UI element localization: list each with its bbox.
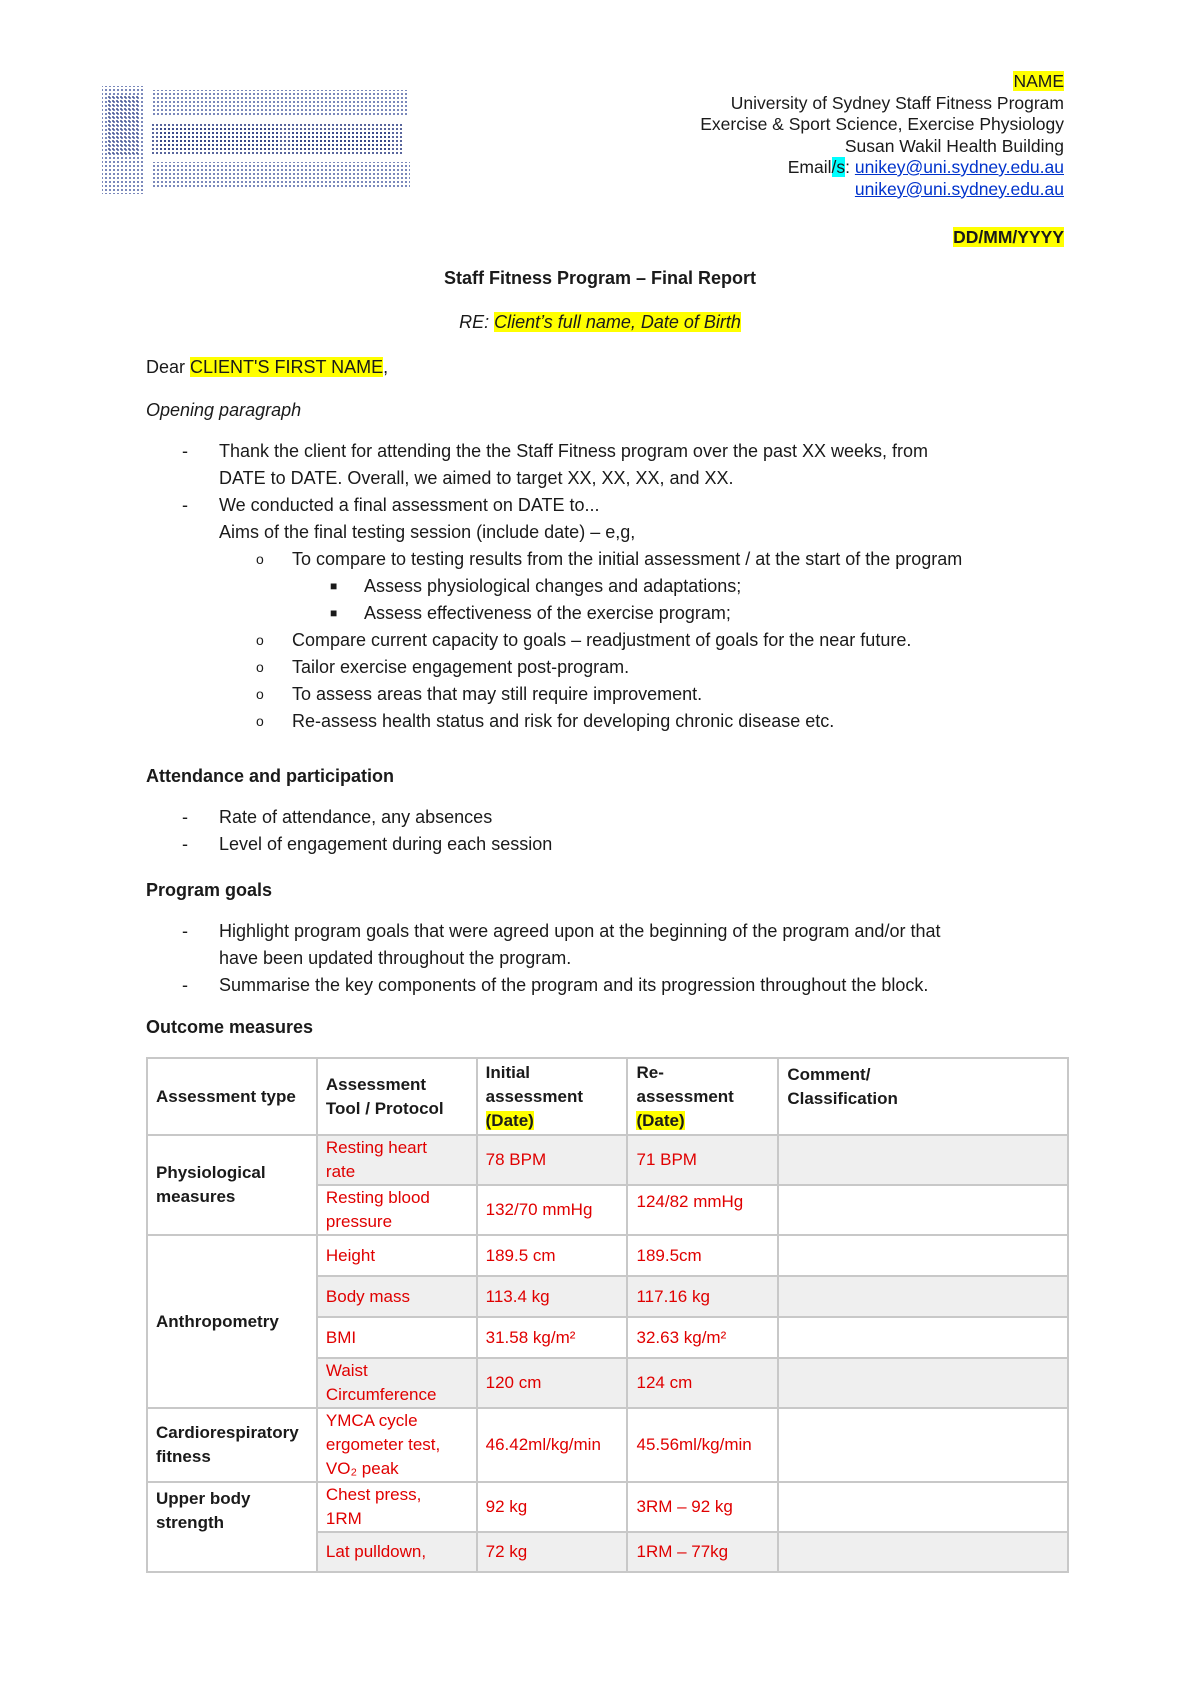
tool-text: pressure [325,1212,393,1231]
tool-cell: Height [317,1235,477,1276]
tool-text: Resting blood [325,1188,430,1207]
list-item [146,708,1076,735]
letter-date: DD/MM/YYYY [953,227,1064,247]
reassessment-value: 189.5cm [627,1235,778,1276]
tool-text: YMCA cycle [325,1411,418,1430]
program-goals-list [146,918,1076,999]
sender-block [700,71,1064,200]
reassessment-value: 3RM – 92 kg [627,1482,778,1532]
list-item-text: Assess physiological changes and adaptations; [364,576,742,596]
list-item-text: Summarise the key components of the program and its progression throughout the block. [219,975,929,995]
group-upper-body-strength [147,1482,317,1572]
document-title: Staff Fitness Program – Final Report [443,268,757,288]
table-row [147,1482,1068,1532]
initial-value: 92 kg [477,1482,628,1532]
reassessment-value: 1RM – 77kg [627,1532,778,1572]
circle-bullet: o [256,659,264,675]
comment-cell [778,1135,1068,1185]
list-item [146,654,1076,681]
list-item-text: Highlight program goals that were agreed upon at the beginning of the program and/or that [219,921,941,941]
list-item [146,918,1076,972]
email-link-2[interactable]: unikey@uni.sydney.edu.au [854,178,1064,199]
header-text: assessment [485,1086,583,1106]
header-initial-assessment [477,1058,628,1135]
tool-cell: BMI [317,1317,477,1358]
email-link-1[interactable]: unikey@uni.sydney.edu.au [854,157,1064,177]
header-text: Initial [485,1062,531,1082]
list-item-text: Rate of attendance, any absences [219,807,493,827]
list-item-text: Compare current capacity to goals – readjustment of goals for the near future. [292,630,912,650]
salutation-prefix: Dear [146,357,191,377]
list-item [146,492,1076,546]
list-item-text: have been updated throughout the program. [219,948,572,968]
tool-text: Chest press, [325,1485,422,1504]
attendance-list [146,804,1076,858]
square-bullet: ■ [330,579,338,593]
header-text: Re- [636,1062,664,1082]
circle-bullet: o [256,632,264,648]
reassessment-value: 124 cm [627,1358,778,1408]
initial-value: 189.5 cm [477,1235,628,1276]
group-label: fitness [156,1447,211,1466]
dash-bullet: - [182,807,188,827]
client-first-name: CLIENT'S FIRST NAME [190,357,384,377]
header-assessment-tool [317,1058,477,1135]
list-item-text: Aims of the final testing session (include date) – e,g, [219,522,636,542]
outcome-measures-heading: Outcome measures [146,1017,314,1037]
list-item-text: We conducted a final assessment on DATE to... [219,495,600,515]
tool-cell [317,1482,477,1532]
dash-bullet: - [182,921,188,941]
header-text: assessment [636,1086,734,1106]
initial-value: 46.42ml/kg/min [477,1408,628,1482]
group-label: Upper body [156,1489,251,1508]
sender-name: NAME [1013,71,1064,91]
tool-text: 1RM [325,1509,362,1528]
header-text: Tool / Protocol [325,1098,444,1118]
sender-program: University of Sydney Staff Fitness Program [730,92,1064,113]
tool-cell: Lat pulldown, [317,1532,477,1572]
list-item [146,972,1076,999]
list-item [146,438,1076,492]
circle-bullet: o [256,686,264,702]
list-item [146,804,1076,831]
initial-value: 120 cm [477,1358,628,1408]
list-item [146,831,1076,858]
email-label: Email [787,157,832,177]
sender-building: Susan Wakil Health Building [844,135,1064,156]
email-label-highlight: /s [831,157,846,177]
tool-text: VO₂ peak [325,1459,399,1478]
list-item-text: To assess areas that may still require improvement. [292,684,703,704]
group-label: measures [156,1187,236,1206]
header-date-placeholder: (Date) [485,1110,534,1130]
tool-cell [317,1135,477,1185]
comment-cell [778,1235,1068,1276]
re-line [0,312,1200,333]
dash-bullet: - [182,975,188,995]
group-label: Cardiorespiratory [156,1423,299,1442]
salutation [146,354,1066,380]
list-item-text: Assess effectiveness of the exercise program; [364,603,731,623]
opening-list [146,438,1076,735]
tool-cell [317,1408,477,1482]
header-text: Assessment type [156,1086,296,1106]
list-item-text: To compare to testing results from the initial assessment / at the start of the program [292,549,963,569]
table-row [147,1408,1068,1482]
header-text: Classification [787,1089,898,1108]
list-item-text: Level of engagement during each session [219,834,553,854]
list-item [146,627,1076,654]
dash-bullet: - [182,495,188,515]
list-item-text: Thank the client for attending the the Staff Fitness program over the past XX weeks, from [219,441,929,461]
header-comment [778,1058,1068,1135]
header-date-placeholder: (Date) [636,1110,685,1130]
comment-cell [778,1276,1068,1317]
initial-value: 113.4 kg [477,1276,628,1317]
header-assessment-type [147,1058,317,1135]
header-reassessment [627,1058,778,1135]
table-header-row [147,1058,1068,1135]
tool-text: rate [325,1162,356,1181]
list-item [146,600,1076,627]
tool-cell [317,1185,477,1235]
comment-cell [778,1317,1068,1358]
comment-cell [778,1185,1068,1235]
group-label: Physiological [156,1163,266,1182]
initial-value: 78 BPM [477,1135,628,1185]
attendance-heading: Attendance and participation [146,766,395,786]
tool-cell: Body mass [317,1276,477,1317]
sender-email-line [700,157,1064,179]
tool-cell [317,1358,477,1408]
reassessment-value: 32.63 kg/m² [627,1317,778,1358]
header-text: Comment/ [787,1065,871,1084]
circle-bullet: o [256,551,264,567]
list-item [146,546,1076,573]
reassessment-value: 124/82 mmHg [627,1185,778,1235]
initial-value: 132/70 mmHg [477,1185,628,1235]
salutation-suffix: , [383,357,389,377]
tool-text: ergometer test, [325,1435,441,1454]
reassessment-value: 117.16 kg [627,1276,778,1317]
re-value: Client’s full name, Date of Birth [494,312,741,332]
tool-text: Circumference [325,1385,437,1404]
group-cardiorespiratory [147,1408,317,1482]
tool-text: Resting heart [325,1138,428,1157]
group-anthropometry: Anthropometry [147,1235,317,1408]
reassessment-value: 45.56ml/kg/min [627,1408,778,1482]
university-logo [100,84,414,198]
group-physiological [147,1135,317,1235]
outcome-measures-table [146,1057,1069,1573]
list-item-text: Re-assess health status and risk for developing chronic disease etc. [292,711,835,731]
circle-bullet: o [256,713,264,729]
list-item-text: DATE to DATE. Overall, we aimed to target XX, XX, XX, and XX. [219,468,734,488]
header-text: Assessment [325,1074,427,1094]
comment-cell [778,1358,1068,1408]
table-row [147,1135,1068,1185]
list-item [146,573,1076,600]
re-prefix: RE: [459,312,495,332]
initial-value: 72 kg [477,1532,628,1572]
tool-text: Waist [325,1361,368,1380]
email-label-colon: : [845,157,851,177]
dash-bullet: - [182,441,188,461]
dash-bullet: - [182,834,188,854]
comment-cell [778,1482,1068,1532]
reassessment-value: 71 BPM [627,1135,778,1185]
comment-cell [778,1408,1068,1482]
list-item-text: Tailor exercise engagement post-program. [292,657,630,677]
list-item [146,681,1076,708]
comment-cell [778,1532,1068,1572]
square-bullet: ■ [330,606,338,620]
program-goals-heading: Program goals [146,880,273,900]
table-row [147,1235,1068,1276]
initial-value: 31.58 kg/m² [477,1317,628,1358]
group-label: strength [156,1513,224,1532]
sender-department: Exercise & Sport Science, Exercise Physiology [700,114,1064,134]
opening-paragraph-label: Opening paragraph [146,400,302,420]
